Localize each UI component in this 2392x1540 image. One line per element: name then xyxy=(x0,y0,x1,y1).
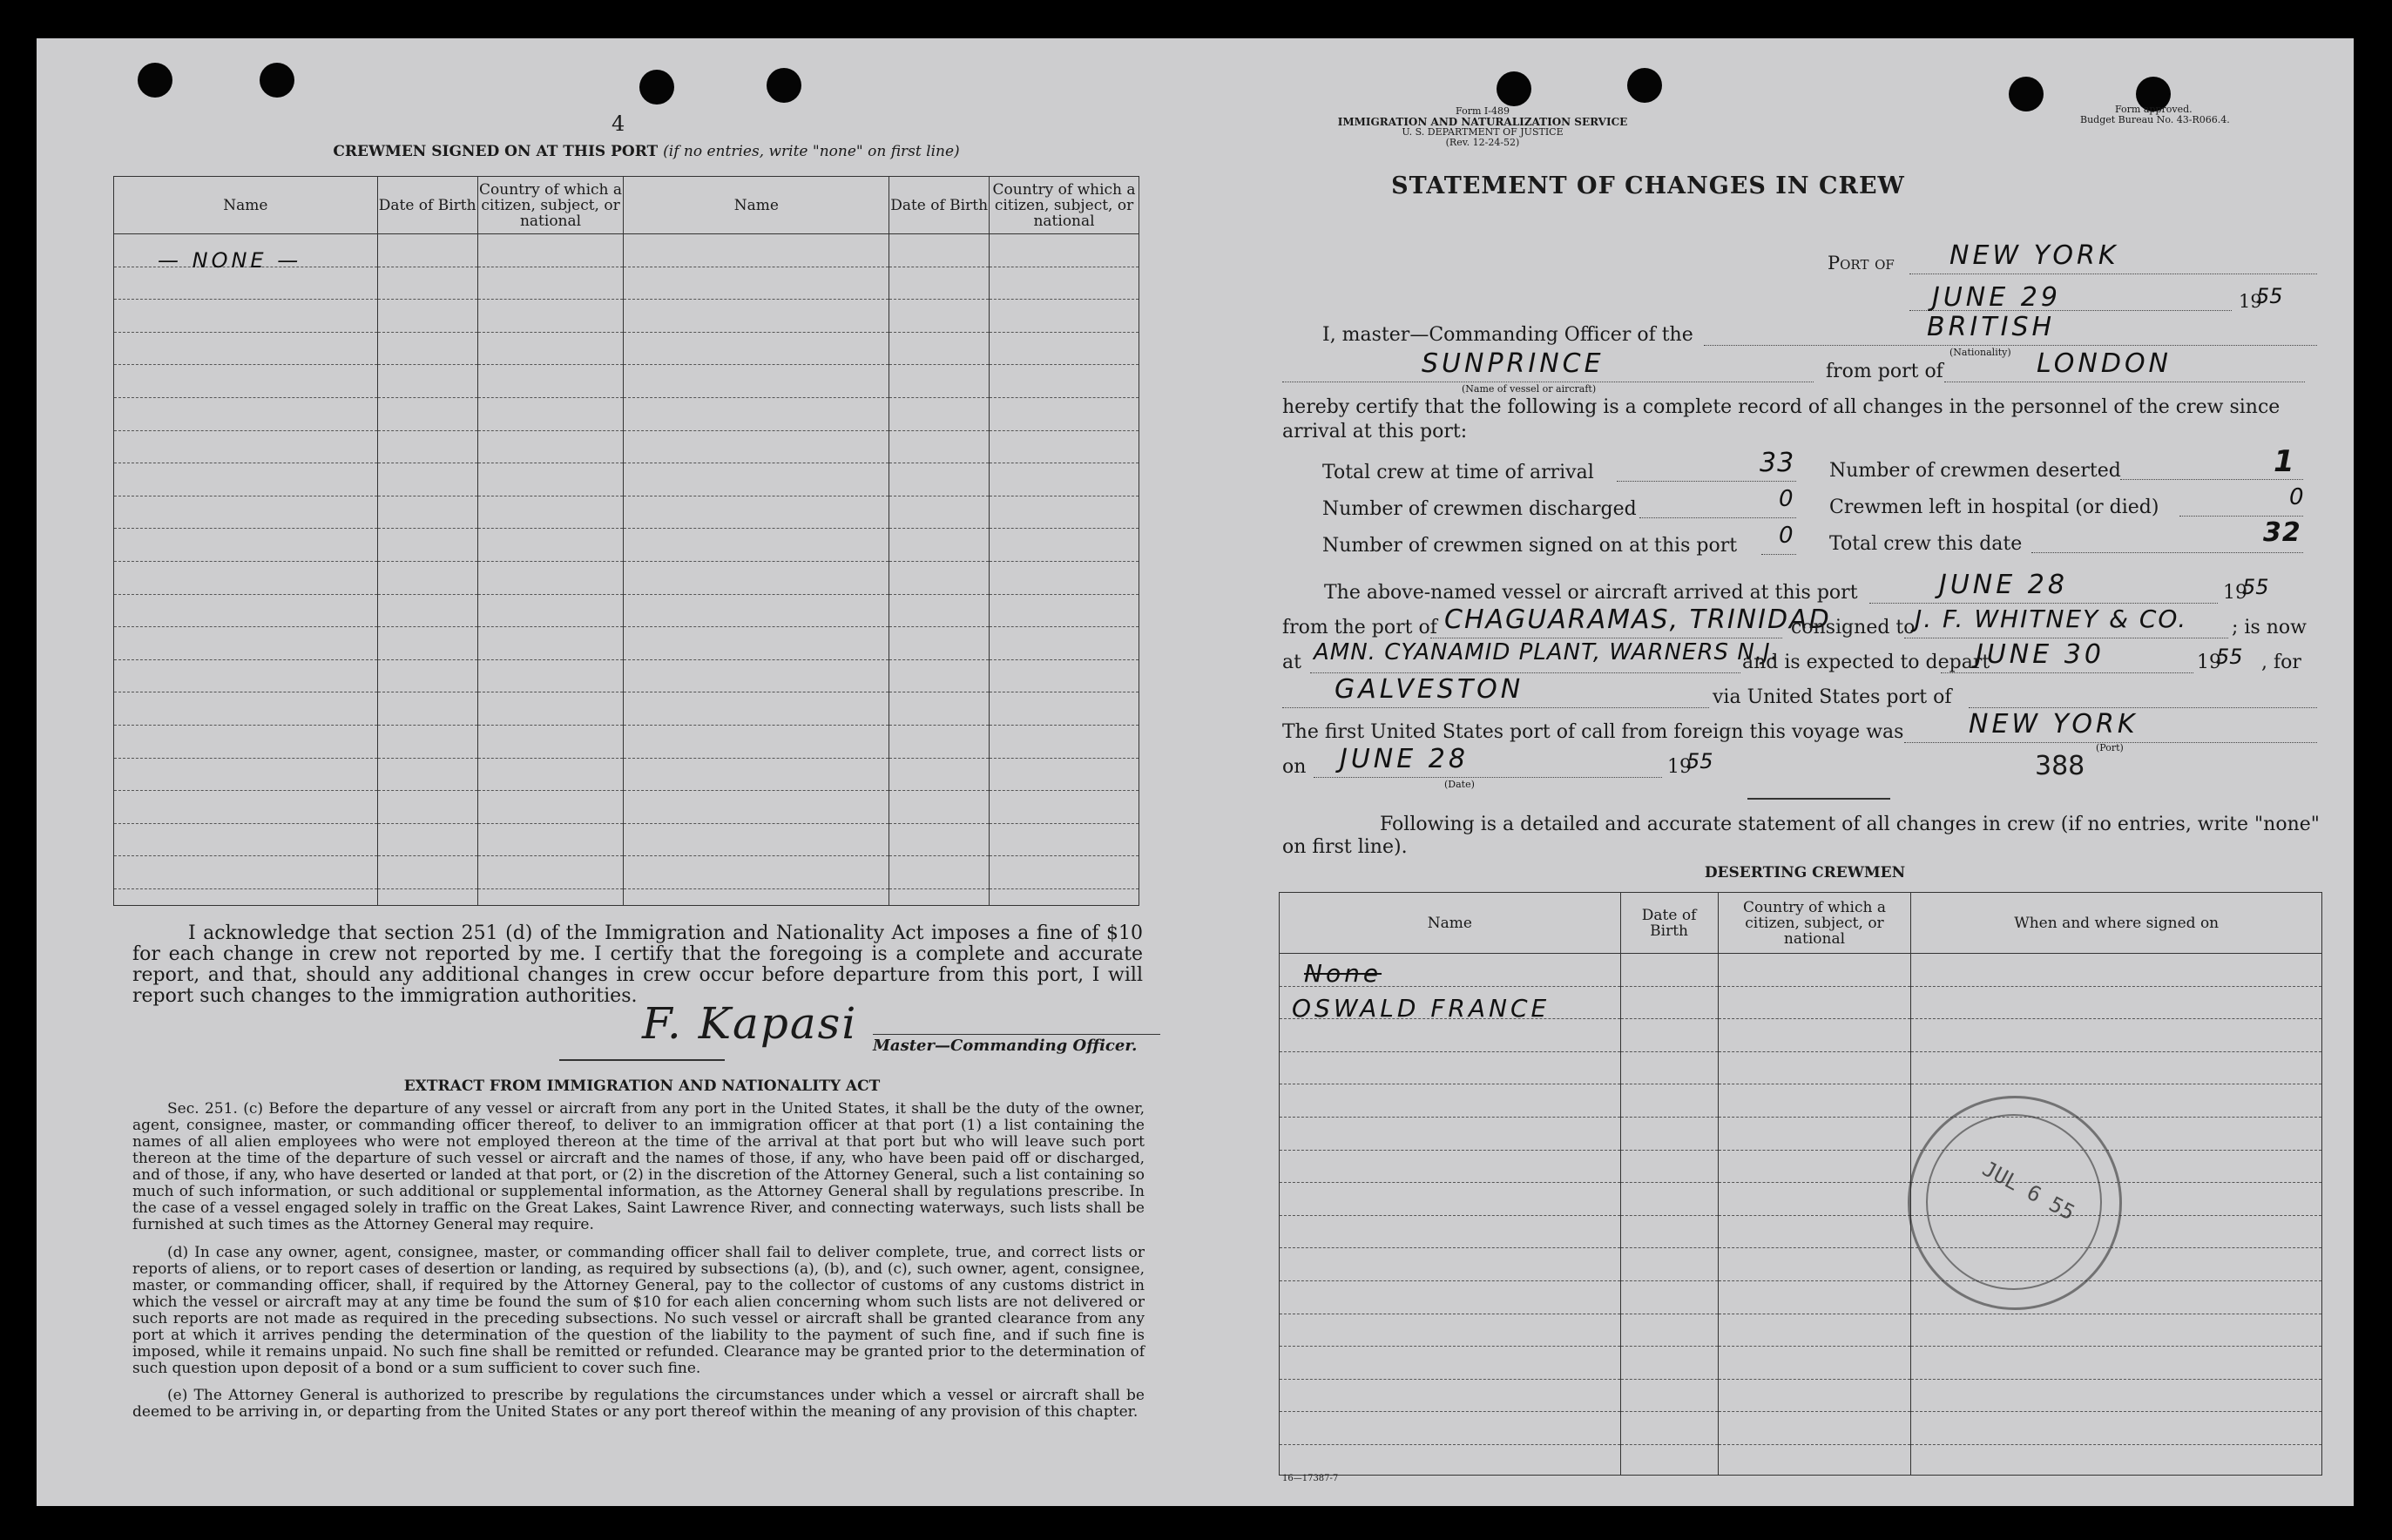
ruled-line xyxy=(1719,1248,1911,1281)
ruled-line xyxy=(889,791,989,824)
col-header-dob: Date of Birth xyxy=(377,177,477,234)
ruled-line xyxy=(624,398,889,431)
ruled-line xyxy=(478,398,624,431)
arrival-year-prefix: 19 xyxy=(2223,582,2247,604)
ruled-line xyxy=(114,595,377,628)
form-title: STATEMENT OF CHANGES IN CREW xyxy=(1391,172,1905,199)
ruled-line xyxy=(889,496,989,530)
ruled-line xyxy=(990,692,1139,726)
ruled-line xyxy=(1911,1314,2321,1348)
ruled-line xyxy=(889,463,989,496)
ruled-line xyxy=(114,463,377,496)
agency-name: IMMIGRATION AND NATURALIZATION SERVICE xyxy=(1337,116,1628,128)
country-column xyxy=(990,234,1139,906)
ruled-line xyxy=(114,300,377,333)
punch-hole xyxy=(639,70,674,105)
first-port-date: JUNE 28 xyxy=(1340,744,1469,774)
ruled-line xyxy=(1719,1281,1911,1314)
ruled-line xyxy=(378,562,477,595)
ruled-line xyxy=(624,627,889,660)
stamp-date: JUL 6 55 xyxy=(1978,1156,2079,1226)
ruled-line xyxy=(889,856,989,889)
ruled-line xyxy=(889,267,989,301)
ruled-line xyxy=(114,562,377,595)
ruled-line xyxy=(889,529,989,562)
port-value: NEW YORK xyxy=(1949,240,2119,271)
ruled-line xyxy=(1621,1151,1718,1184)
ruled-line xyxy=(378,431,477,464)
first-year: 55 xyxy=(1686,749,1713,773)
ruled-line xyxy=(1621,1314,1718,1348)
first-port-text: The first United States port of call from foreign this voyage was xyxy=(1282,721,1904,743)
ruled-line xyxy=(478,267,624,301)
ruled-line xyxy=(990,267,1139,301)
ruled-line xyxy=(990,529,1139,562)
punch-hole xyxy=(1497,71,1531,106)
signed-on-table-title xyxy=(280,143,1012,160)
ruled-line xyxy=(114,431,377,464)
ruled-line xyxy=(1621,1183,1718,1216)
ruled-line xyxy=(1719,987,1911,1020)
consigned-label: consigned to xyxy=(1791,617,1916,638)
punch-hole xyxy=(2009,77,2044,111)
ruled-line xyxy=(1719,1314,1911,1348)
ruled-line xyxy=(1911,987,2321,1020)
deserted-label: Number of crewmen deserted xyxy=(1829,460,2121,482)
ruled-line xyxy=(1911,1052,2321,1085)
ruled-line xyxy=(1719,1347,1911,1380)
expected-label: and is expected to depart xyxy=(1742,652,1990,673)
ruled-line xyxy=(1621,987,1718,1020)
ruled-line xyxy=(378,759,477,792)
table-title-text: CREWMEN SIGNED ON AT THIS PORT xyxy=(333,143,659,160)
from-port-label: from port of xyxy=(1826,361,1943,382)
ruled-line xyxy=(1719,1183,1911,1216)
date-caption: (Date) xyxy=(1444,779,1475,790)
ruled-line xyxy=(478,660,624,693)
ruled-line xyxy=(378,692,477,726)
ruled-line xyxy=(378,726,477,759)
country-column xyxy=(1718,954,1911,1476)
ruled-line xyxy=(624,431,889,464)
ruled-line xyxy=(114,692,377,726)
signed-on-value: 0 xyxy=(1779,523,1797,549)
ruled-line xyxy=(114,496,377,530)
ruled-line xyxy=(114,365,377,398)
ruled-line xyxy=(478,529,624,562)
ruled-line xyxy=(889,726,989,759)
consignee: J. F. WHITNEY & CO. xyxy=(1915,605,2188,633)
arrival-date: JUNE 28 xyxy=(1939,570,2068,600)
ruled-line xyxy=(624,333,889,366)
report-date: JUNE 29 xyxy=(1932,282,2061,313)
total-now-value: 32 xyxy=(2263,517,2301,548)
certify-text: hereby certify that the following is a complete record of all changes in the personnel of the crew since arrival at this port: xyxy=(1282,396,2281,442)
vessel-caption: (Name of vessel or aircraft) xyxy=(1462,383,1597,395)
ruled-line xyxy=(1911,1019,2321,1052)
master-text: I, master—Commanding Officer of the xyxy=(1322,324,1693,346)
ruled-line xyxy=(1280,1314,1620,1348)
name-column xyxy=(1280,954,1621,1476)
ruled-line xyxy=(990,759,1139,792)
dob-column xyxy=(377,234,477,906)
ruled-line xyxy=(1621,1412,1718,1445)
following-text: Following is a detailed and accurate statement of all changes in crew (if no entries, write "none" on first line). xyxy=(1282,814,2320,858)
ruled-line xyxy=(478,300,624,333)
ruled-line xyxy=(378,627,477,660)
extract-section-d: (d) In case any owner, agent, consignee, master, or commanding officer shall fail to deliver complete, true, and correct lists or reports of aliens, or to report cases of desertion or landing, as required by subsections (a), (b), and (c), such owner, agent, consignee, master, or commanding officer, shall, if required by the Attorney General, pay to the collector of customs of any customs district in which the vessel or aircraft may at any time be found the sum of $10 for each alien concerning whom such lists are not delivered or such reports are not made as required in the preceding subsections. No such vessel or aircraft shall be granted clearance from any port at which it arrives pending the determination of the question of the liability to the payment of such fine, and if such fine is imposed, while it remains unpaid. No such fine shall be remitted or refunded. Clearance may be granted prior to the determination of such question upon deposit of a bond or a sum sufficient to cover such fine. xyxy=(132,1244,1145,1377)
signed-on-table xyxy=(113,176,1139,906)
ruled-line xyxy=(478,824,624,857)
ruled-line xyxy=(990,431,1139,464)
ruled-line xyxy=(478,856,624,889)
ruled-line xyxy=(990,333,1139,366)
ruled-line xyxy=(1280,1347,1620,1380)
ruled-line xyxy=(378,856,477,889)
ruled-line xyxy=(114,759,377,792)
ruled-line xyxy=(378,660,477,693)
total-arrival-value: 33 xyxy=(1760,448,1795,478)
col-header-dob: Date of Birth xyxy=(1620,893,1718,954)
ruled-line xyxy=(1621,1118,1718,1151)
ruled-line xyxy=(114,824,377,857)
ruled-line xyxy=(1280,1281,1620,1314)
ruled-line xyxy=(889,595,989,628)
ruled-line xyxy=(624,824,889,857)
ruled-line xyxy=(1280,1019,1620,1052)
ruled-line xyxy=(990,627,1139,660)
punch-hole xyxy=(767,68,801,103)
ruled-line xyxy=(378,463,477,496)
ruled-line xyxy=(478,234,624,267)
ruled-line xyxy=(114,398,377,431)
master-signature: F. Kapasi xyxy=(642,998,858,1049)
ruled-line xyxy=(478,595,624,628)
nationality-value: BRITISH xyxy=(1927,312,2056,342)
destination: GALVESTON xyxy=(1335,674,1524,705)
department-name: U. S. DEPARTMENT OF JUSTICE xyxy=(1402,126,1564,138)
ruled-line xyxy=(624,562,889,595)
ruled-line xyxy=(1621,1248,1718,1281)
ruled-line xyxy=(889,562,989,595)
origin-port: CHAGUARAMAS, TRINIDAD xyxy=(1444,605,1831,635)
ruled-line xyxy=(114,856,377,889)
ruled-line xyxy=(478,759,624,792)
country-column xyxy=(477,234,624,906)
ruled-line xyxy=(889,333,989,366)
revision-note: (Rev. 12-24-52) xyxy=(1445,137,1520,148)
ruled-line xyxy=(478,791,624,824)
extract-section-e: (e) The Attorney General is authorized to prescribe by regulations the circumstances under which a vessel or aircraft shall be deemed to be arriving in, or departing from the United States or any port thereof within the meaning of any provision of this chapter. xyxy=(132,1387,1145,1421)
ruled-line xyxy=(1911,1347,2321,1380)
col-header-name: Name xyxy=(1280,893,1621,954)
ruled-line xyxy=(1621,954,1718,987)
extract-title: EXTRACT FROM IMMIGRATION AND NATIONALITY ACT xyxy=(403,1077,881,1095)
from-port-value: LONDON xyxy=(2037,348,2172,379)
ruled-line xyxy=(624,595,889,628)
ruled-line xyxy=(624,463,889,496)
ruled-line xyxy=(624,529,889,562)
ruled-line xyxy=(1719,1380,1911,1413)
deserting-title: DESERTING CREWMEN xyxy=(1704,864,1906,881)
ruled-line xyxy=(1719,1052,1911,1085)
ruled-line xyxy=(1621,1347,1718,1380)
ruled-line xyxy=(889,398,989,431)
year-prefix: 19 xyxy=(2239,291,2262,312)
ruled-line xyxy=(889,234,989,267)
on-label: on xyxy=(1282,756,1307,778)
ruled-line xyxy=(378,267,477,301)
ruled-line xyxy=(1280,1412,1620,1445)
date-stamp xyxy=(1908,1096,2122,1310)
approval-block xyxy=(2080,105,2230,125)
ruled-line xyxy=(478,365,624,398)
ruled-line xyxy=(378,824,477,857)
first-year-prefix: 19 xyxy=(1667,756,1692,778)
ruled-line xyxy=(889,431,989,464)
ruled-line xyxy=(624,300,889,333)
ruled-line xyxy=(1719,1019,1911,1052)
deserter-name: OSWALD FRANCE xyxy=(1292,994,1551,1023)
ruled-line xyxy=(1280,1151,1620,1184)
ruled-line xyxy=(114,660,377,693)
ruled-line xyxy=(624,726,889,759)
col-header-country: Country of which a citizen, subject, or national xyxy=(1718,893,1911,954)
name-column xyxy=(624,234,889,906)
ruled-line xyxy=(478,692,624,726)
dob-column xyxy=(1620,954,1718,1476)
hospital-value: 0 xyxy=(2289,484,2308,510)
ruled-line xyxy=(378,529,477,562)
ruled-line xyxy=(1621,1052,1718,1085)
ruled-line xyxy=(478,431,624,464)
ruled-line xyxy=(1280,1216,1620,1249)
col-header-country: Country of which a citizen, subject, or national xyxy=(477,177,624,234)
first-port: NEW YORK xyxy=(1969,709,2139,740)
ruled-line xyxy=(1621,1084,1718,1118)
col-header-name: Name xyxy=(624,177,889,234)
arrived-text: The above-named vessel or aircraft arrived at this port xyxy=(1324,582,1858,604)
ruled-line xyxy=(1280,1248,1620,1281)
col-header-country: Country of which a citizen, subject, or national xyxy=(990,177,1139,234)
stamped-number: 388 xyxy=(2035,751,2085,781)
is-now-label: ; is now xyxy=(2232,617,2307,638)
ruled-line xyxy=(889,759,989,792)
ruled-line xyxy=(624,692,889,726)
ruled-line xyxy=(990,398,1139,431)
ruled-lines xyxy=(1280,954,1620,1445)
ruled-line xyxy=(1621,1216,1718,1249)
ruled-line xyxy=(378,300,477,333)
punch-hole xyxy=(260,63,294,98)
ruled-line xyxy=(889,660,989,693)
ruled-line xyxy=(990,300,1139,333)
via-label: via United States port of xyxy=(1713,686,1952,708)
ruled-line xyxy=(478,333,624,366)
ruled-line xyxy=(1719,954,1911,987)
ruled-line xyxy=(1280,1052,1620,1085)
ruled-line xyxy=(478,496,624,530)
ruled-line xyxy=(624,856,889,889)
ruled-line xyxy=(1719,1118,1911,1151)
ruled-line xyxy=(624,496,889,530)
ruled-line xyxy=(889,692,989,726)
col-header-name: Name xyxy=(114,177,378,234)
ruled-line xyxy=(478,562,624,595)
signature-caption: Master—Commanding Officer. xyxy=(873,1037,1138,1055)
ruled-line xyxy=(1719,1084,1911,1118)
ruled-line xyxy=(1280,1118,1620,1151)
form-approved: Form approved. xyxy=(2115,104,2193,115)
for-label: , for xyxy=(2261,652,2301,673)
port-caption: (Port) xyxy=(2096,742,2124,753)
discharged-label: Number of crewmen discharged xyxy=(1322,498,1637,520)
ruled-line xyxy=(990,234,1139,267)
ruled-line xyxy=(114,726,377,759)
ruled-line xyxy=(1719,1216,1911,1249)
ruled-line xyxy=(1911,954,2321,987)
budget-number: Budget Bureau No. 43-R066.4. xyxy=(2080,114,2230,125)
ruled-line xyxy=(624,267,889,301)
ruled-line xyxy=(114,791,377,824)
total-arrival-label: Total crew at time of arrival xyxy=(1322,462,1594,483)
ruled-line xyxy=(624,234,889,267)
ruled-line xyxy=(378,333,477,366)
ruled-lines xyxy=(114,234,377,889)
current-location: AMN. CYANAMID PLANT, WARNERS N.J. xyxy=(1314,639,1779,665)
ruled-line xyxy=(378,365,477,398)
punch-hole xyxy=(138,63,172,98)
col-header-signed-on: When and where signed on xyxy=(1911,893,2322,954)
report-year: 55 xyxy=(2256,284,2283,308)
ruled-line xyxy=(1621,1281,1718,1314)
ruled-line xyxy=(1719,1412,1911,1445)
ruled-line xyxy=(114,333,377,366)
ruled-line xyxy=(624,759,889,792)
form-number: Form I-489 xyxy=(1456,105,1510,117)
discharged-value: 0 xyxy=(1779,486,1797,512)
total-now-label: Total crew this date xyxy=(1829,533,2023,555)
ruled-line xyxy=(624,365,889,398)
ruled-line xyxy=(478,463,624,496)
ruled-line xyxy=(114,529,377,562)
from-the-port-label: from the port of xyxy=(1282,617,1437,638)
vessel-name: SUNPRINCE xyxy=(1422,348,1605,379)
ruled-line xyxy=(1621,1380,1718,1413)
hospital-label: Crewmen left in hospital (or died) xyxy=(1829,496,2159,518)
none-entry: — NONE — xyxy=(158,248,302,273)
ruled-line xyxy=(378,496,477,530)
ruled-line xyxy=(990,595,1139,628)
dob-column xyxy=(889,234,990,906)
ruled-line xyxy=(990,463,1139,496)
depart-year-prefix: 19 xyxy=(2197,652,2221,673)
depart-year: 55 xyxy=(2216,645,2243,669)
ruled-line xyxy=(1280,1380,1620,1413)
agency-header xyxy=(1282,106,1683,148)
stats-right xyxy=(1829,453,2159,563)
ruled-line xyxy=(624,660,889,693)
ruled-line xyxy=(990,496,1139,530)
deserting-table xyxy=(1279,892,2322,1476)
ruled-line xyxy=(990,660,1139,693)
name-column xyxy=(114,234,378,906)
ruled-line xyxy=(478,627,624,660)
ruled-line xyxy=(378,791,477,824)
ruled-line xyxy=(478,726,624,759)
signed-on-label: Number of crewmen signed on at this port xyxy=(1322,535,1738,557)
acknowledgement-text: I acknowledge that section 251 (d) of the Immigration and Nationality Act imposes a fine of $10 for each change in crew not reported by me. I certify that the foregoing is a complete and accurate report, and that, should any additional changes in crew occur before departure from this port, I will report such changes to the immigration authorities. xyxy=(132,922,1143,1007)
ruled-line xyxy=(1911,1380,2321,1413)
ruled-line xyxy=(889,824,989,857)
ruled-line xyxy=(990,791,1139,824)
print-code: 16—17387-7 xyxy=(1282,1474,1339,1483)
ruled-line xyxy=(378,595,477,628)
at-label: at xyxy=(1282,652,1301,673)
table-title-note: (if no entries, write "none" on first line) xyxy=(663,143,960,160)
ruled-line xyxy=(990,824,1139,857)
ruled-line xyxy=(1719,1151,1911,1184)
ruled-line xyxy=(990,562,1139,595)
punch-hole xyxy=(1627,68,1662,103)
ruled-line xyxy=(990,726,1139,759)
ruled-line xyxy=(889,365,989,398)
ruled-line xyxy=(990,856,1139,889)
deserted-value: 1 xyxy=(2274,444,2298,479)
document-sheet xyxy=(37,38,2354,1506)
ruled-line xyxy=(889,300,989,333)
ruled-line xyxy=(114,627,377,660)
ruled-line xyxy=(1280,1183,1620,1216)
ruled-line xyxy=(990,365,1139,398)
nationality-caption: (Nationality) xyxy=(1949,347,2011,358)
col-header-dob: Date of Birth xyxy=(889,177,990,234)
ruled-line xyxy=(378,234,477,267)
arrival-year: 55 xyxy=(2242,575,2269,599)
ruled-line xyxy=(378,398,477,431)
depart-date: JUNE 30 xyxy=(1976,639,2105,670)
ruled-line xyxy=(1280,1084,1620,1118)
ruled-line xyxy=(624,791,889,824)
ruled-line xyxy=(1621,1019,1718,1052)
extract-section-c: Sec. 251. (c) Before the departure of any vessel or aircraft from any port in the United States, it shall be the duty of the owner, agent, consignee, master, or commanding officer thereof, to deliver to an immigration officer at that port (1) a list containing the names of all alien employees who were not employed thereon at the time of the arrival at that port but who will leave such port thereon at the time of the departure of such vessel or aircraft and the names of those, if any, who have been paid off or discharged, and of those, if any, who have deserted or landed at that port, or (2) in the discretion of the Attorney General, such a list containing so much of such information, or such additional or supplemental information, as the Attorney General shall by regulations prescribe. In the case of a vessel engaged solely in traffic on the Great Lakes, Saint Lawrence River, and connecting waterways, such lists shall be furnished at such times as the Attorney General may require. xyxy=(132,1100,1145,1233)
ruled-line xyxy=(1911,1412,2321,1445)
crossed-none-entry: None xyxy=(1304,959,1382,988)
ruled-line xyxy=(889,627,989,660)
page-number: 4 xyxy=(612,111,625,136)
port-of-label: Port of xyxy=(1828,253,1895,274)
stats-left xyxy=(1322,455,1737,564)
